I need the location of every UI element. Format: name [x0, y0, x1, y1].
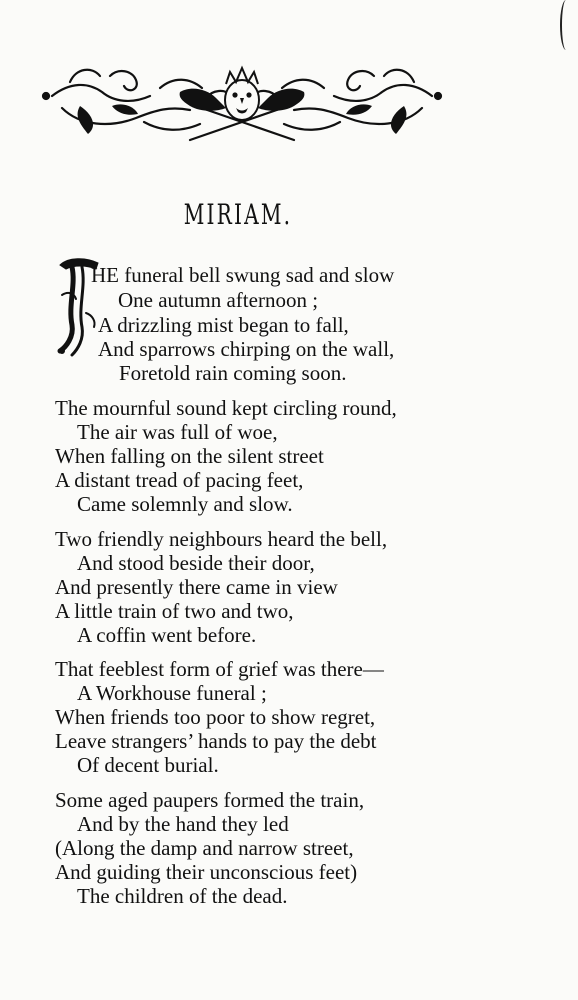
poem-line: When friends too poor to show regret, — [55, 705, 376, 729]
poem-line: And guiding their unconscious feet) — [55, 860, 358, 884]
poem-line: A drizzling mist began to fall, — [98, 313, 349, 337]
poem-line: Of decent burial. — [77, 753, 219, 777]
poem-line: The mournful sound kept circling round, — [55, 396, 397, 420]
poem-line: A Workhouse funeral ; — [77, 681, 267, 705]
poem-line: A coffin went before. — [77, 623, 257, 647]
poem-line: Foretold rain coming soon. — [119, 361, 347, 385]
poem-line: Two friendly neighbours heard the bell, — [55, 527, 388, 551]
poem-line: Some aged paupers formed the train, — [55, 788, 365, 812]
poem-line: And by the hand they led — [77, 812, 289, 836]
poem-line: And presently there came in view — [55, 575, 338, 599]
poem-line: That feeblest form of grief was there— — [55, 657, 384, 681]
poem-line: And sparrows chirping on the wall, — [98, 337, 395, 361]
poem-line: And stood beside their door, — [77, 551, 315, 575]
poem-line: When falling on the silent street — [55, 444, 324, 468]
poem-line: Leave strangers’ hands to pay the debt — [55, 729, 377, 753]
poem-line: A distant tread of pacing feet, — [55, 468, 304, 492]
poem-title: MIRIAM. — [183, 198, 293, 231]
poem-line: The children of the dead. — [77, 884, 288, 908]
poem-line: One autumn afternoon ; — [118, 288, 319, 312]
poem-line: A little train of two and two, — [55, 599, 294, 623]
poem-line: HE funeral bell swung sad and slow — [91, 263, 395, 287]
poem-line: (Along the damp and narrow street, — [55, 836, 354, 860]
poem-line: Came solemnly and slow. — [77, 492, 293, 516]
poem-line: The air was full of woe, — [77, 420, 278, 444]
